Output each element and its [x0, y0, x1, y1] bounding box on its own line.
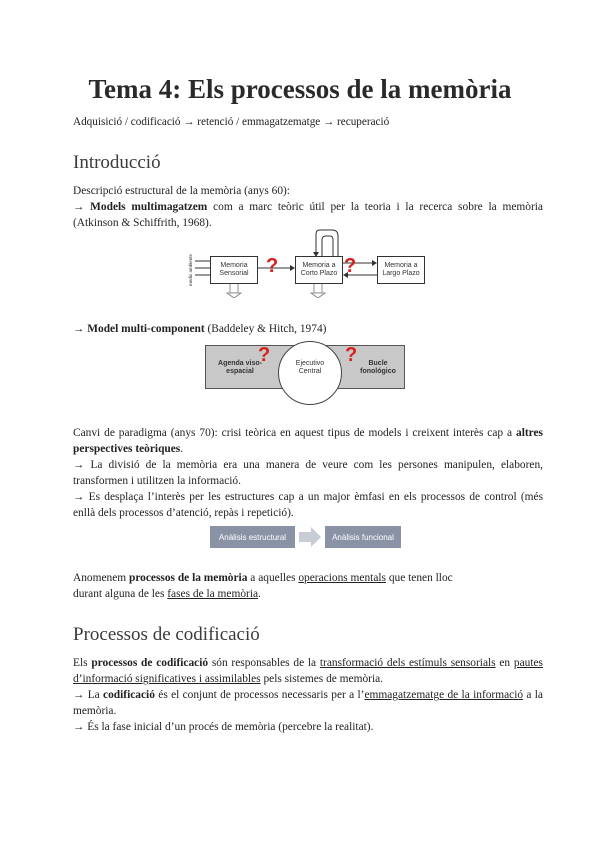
sensory-memory-box: Memoria Sensorial: [210, 256, 258, 284]
multicomponent-paragraph: → Model multi-component (Baddeley & Hitch, 1974): [73, 323, 327, 335]
codification-paragraph-3: → És la fase inicial d’un procés de memòria (percebre la realitat).: [73, 721, 374, 733]
section-heading-introduccio: Introducció: [73, 152, 161, 173]
memory-processes-paragraph: Anomenem processos de la memòria a aquelles operacions mentals que tenen lloc durant alguna de les fases de la memòria.: [73, 572, 453, 600]
section-heading-codificacio: Processos de codificació: [73, 624, 260, 645]
environment-label: medio ambiente: [187, 250, 195, 290]
bullet-2: → Es desplaça l’interès per les estructures cap a un major èmfasi en els processos de control (més enllà dels processos d’atenció, repàs i repetició).: [73, 491, 543, 519]
question-mark-3: ?: [258, 344, 271, 366]
bullet-1: → La divisió de la memòria era una manera de veure com les persones manipulen, elaboren, transformen i utilitzen la informació.: [73, 459, 543, 487]
structural-analysis-block: Anàlisis estructural: [210, 526, 295, 548]
page-title: Tema 4: Els processos de la memòria: [88, 74, 512, 104]
codification-paragraph-1: Els processos de codificació són responsables de la transformació dels estímuls sensorials en pautes d’informació significatives i assimilables pels sistemes de memòria.: [73, 657, 543, 685]
paradigm-paragraph: Canvi de paradigma (anys 70): crisi teòrica en aquest tipus de models i creixent interès cap a altres perspectives teòriques.: [73, 427, 543, 455]
short-term-memory-box: Memoria a Corto Plazo: [295, 256, 343, 284]
question-mark-2: ?: [344, 255, 357, 277]
question-mark-4: ?: [345, 344, 358, 366]
question-mark-1: ?: [266, 255, 279, 277]
long-term-memory-box: Memoria a Largo Plazo: [377, 256, 425, 284]
subtitle: Adquisició / codificació → retenció / emmagatzematge → recuperació: [73, 116, 390, 128]
intro-line1: Descripció estructural de la memòria (anys 60):: [73, 185, 290, 197]
codification-paragraph-2: → La codificació és el conjunt de processos necessaris per a l’emmagatzematge de la informació a la memòria.: [73, 689, 543, 717]
phonological-loop-label: Bucle fonológico: [360, 360, 396, 375]
models-paragraph: → Models multimagatzem com a marc teòric útil per la teoria i la recerca sobre la memòria (Atkinson & Schiffrith, 1968).: [73, 201, 543, 229]
visuospatial-label: Agenda viso-espacial: [218, 360, 262, 375]
analysis-arrow: [299, 527, 321, 547]
functional-analysis-block: Anàlisis funcional: [325, 526, 401, 548]
central-executive-label: Ejecutivo Central: [295, 360, 325, 375]
